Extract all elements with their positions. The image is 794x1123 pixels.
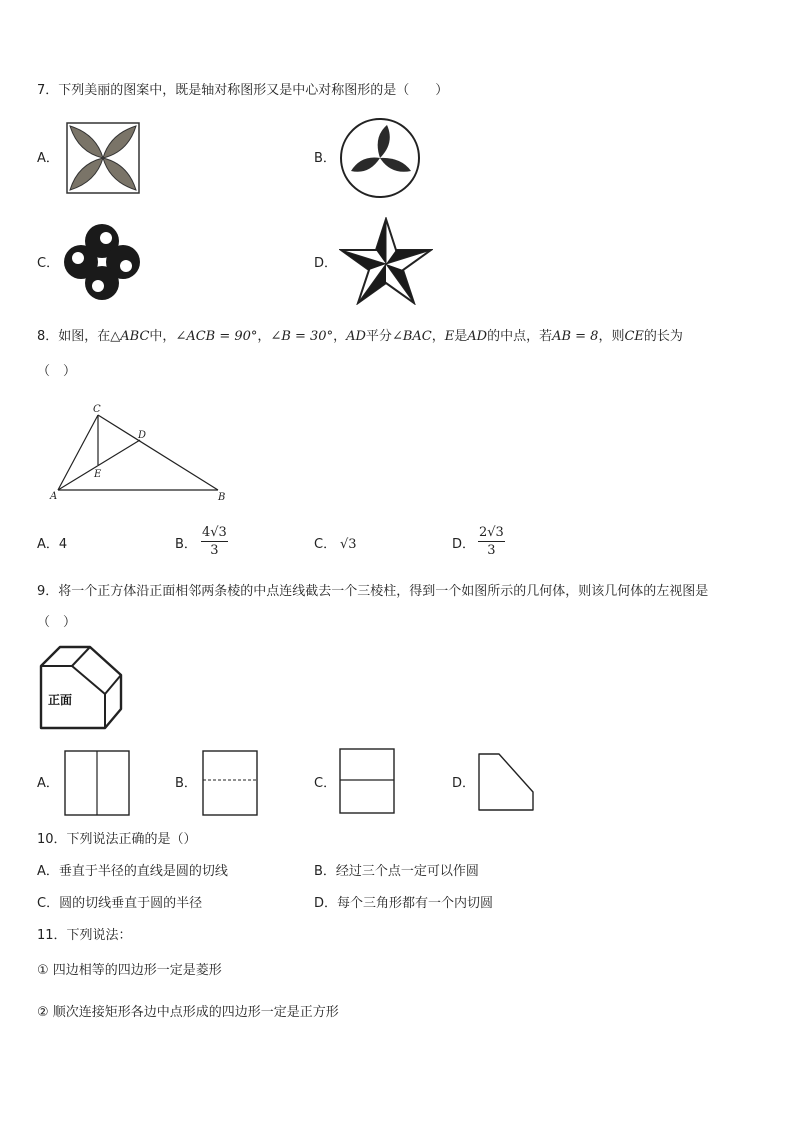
q8-sep3: ， xyxy=(431,329,445,344)
q8-stem-a: 8．如图，在 xyxy=(37,329,111,344)
q9-front-label: 正面 xyxy=(48,693,73,707)
q9-option-b-label: B． xyxy=(175,776,197,791)
q7-option-c-label: C． xyxy=(37,256,60,271)
q8-label-e: E xyxy=(94,469,102,480)
q10-option-c: C．圆的切线垂直于圆的半径 xyxy=(37,896,203,911)
q9-figure-b xyxy=(202,750,258,816)
q9-solid-figure xyxy=(38,644,124,730)
q8-len: 的长为 xyxy=(643,329,683,344)
q8-option-d-numerator: 2√3 xyxy=(479,525,504,540)
q8-option-a: A．4 xyxy=(37,537,68,552)
q7-option-d-label: D． xyxy=(314,256,338,271)
q8-label-b: B xyxy=(218,492,226,503)
q8-e: E xyxy=(444,329,455,344)
q8-option-d-label: D． xyxy=(452,537,476,552)
q8-mid: 的中点，若 xyxy=(487,329,553,344)
q8-ce: CE xyxy=(624,329,644,344)
q8-option-b-fraction xyxy=(201,525,228,558)
q8-option-b-denominator: 3 xyxy=(210,543,219,558)
q8-label-c: C xyxy=(93,404,101,415)
q8-triangle-figure xyxy=(48,400,238,506)
q8-stem-b: 中， xyxy=(149,329,176,344)
q8-label-d: D xyxy=(138,430,147,441)
q8-answer-paren: （ ） xyxy=(37,364,77,379)
q8-ad: AD xyxy=(346,329,366,344)
q9-option-d-label: D． xyxy=(452,776,476,791)
q8-ad2: AD xyxy=(467,329,488,344)
q9-figure-a xyxy=(64,750,130,816)
q8-cond-acb: ∠ACB = 90° xyxy=(175,329,258,344)
q7-stem: 7．下列美丽的图案中，既是轴对称图形又是中心对称图形的是（ ） xyxy=(37,83,449,98)
q9-option-c-label: C． xyxy=(314,776,337,791)
q8-ab: AB = 8 xyxy=(552,329,599,344)
q8-option-c-value: √3 xyxy=(340,537,357,552)
q7-option-a-label: A． xyxy=(37,151,59,166)
q11-statement-2: ② 顺次连接矩形各边中点形成的四边形一定是正方形 xyxy=(37,1005,339,1020)
q8-option-d-denominator: 3 xyxy=(487,543,496,558)
q8-option-d-fraction xyxy=(478,525,505,558)
q9-stem: 9．将一个正方体沿正面相邻两条棱的中点连线截去一个三棱柱，得到一个如图所示的几何体，则该几何体的左视图是 xyxy=(37,584,709,599)
q10-option-b: B．经过三个点一定可以作圆 xyxy=(314,864,479,879)
q8-is: 是 xyxy=(454,329,468,344)
q7-figure-c-swirl xyxy=(62,222,142,302)
q8-option-c-label: C． xyxy=(314,537,337,552)
q9-answer-paren: （ ） xyxy=(37,615,77,630)
q8-label-a: A xyxy=(50,491,58,502)
q8-angle-bac: ∠BAC xyxy=(391,329,432,344)
q8-then: ，则 xyxy=(598,329,625,344)
q8-triangle-abc: △ABC xyxy=(110,329,150,344)
q11-statement-1: ① 四边相等的四边形一定是菱形 xyxy=(37,963,222,978)
q7-figure-b-three-blade xyxy=(339,117,421,199)
q10-option-a: A．垂直于半径的直线是圆的切线 xyxy=(37,864,228,879)
q9-option-a-label: A． xyxy=(37,776,59,791)
q7-figure-a-four-petal xyxy=(66,122,140,194)
q11-stem: 11．下列说法： xyxy=(37,928,132,943)
q7-option-b-label: B． xyxy=(314,151,336,166)
q8-cond-b: ∠B = 30° xyxy=(270,329,334,344)
q8-sep2: ， xyxy=(333,329,347,344)
q8-bisect: 平分 xyxy=(365,329,392,344)
q8-option-b-numerator: 4√3 xyxy=(202,525,227,540)
q7-figure-d-star xyxy=(339,217,433,305)
q9-figure-c xyxy=(339,748,395,814)
q10-option-d: D．每个三角形都有一个内切圆 xyxy=(314,896,494,911)
q8-option-b-label: B． xyxy=(175,537,197,552)
q8-sep1: ， xyxy=(257,329,271,344)
q10-stem: 10．下列说法正确的是（） xyxy=(37,832,197,847)
q9-figure-d xyxy=(477,752,537,814)
q8-stem xyxy=(37,329,683,345)
